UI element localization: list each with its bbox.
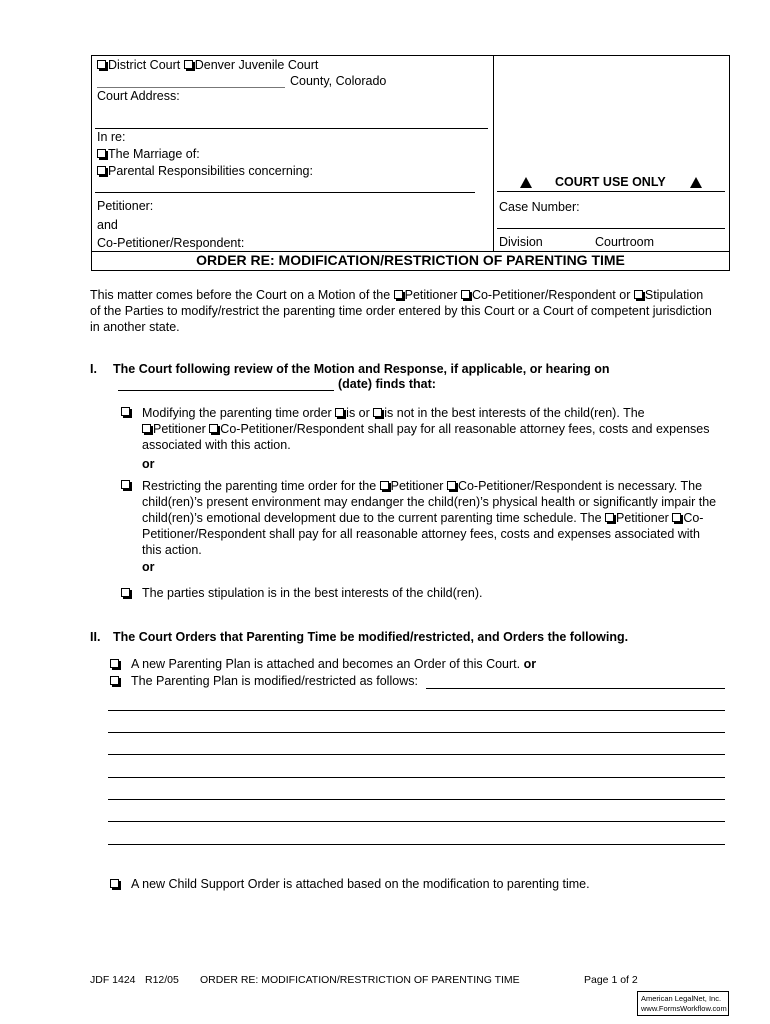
intro-stipulation-label: Stipulation bbox=[644, 288, 704, 302]
item-a-petitioner-checkbox[interactable] bbox=[142, 424, 151, 433]
case-number-line bbox=[497, 228, 725, 229]
item-b-line-4: Petitioner/Respondent shall pay for all reasonable attorney fees, costs and expenses associated with bbox=[142, 527, 700, 541]
page-title: ORDER RE: MODIFICATION/RESTRICTION OF PARENTING TIME bbox=[196, 252, 625, 268]
intro-petitioner-checkbox[interactable] bbox=[394, 290, 403, 299]
caption-divider bbox=[493, 55, 494, 252]
item-b-line3-petitioner-label: Petitioner bbox=[616, 511, 669, 525]
marriage-checkbox[interactable] bbox=[97, 149, 106, 158]
court-address-label: Court Address: bbox=[97, 89, 180, 103]
intro-co-petitioner-label: Co-Petitioner/Respondent or bbox=[471, 288, 631, 302]
item-b-line3-co-checkbox[interactable] bbox=[672, 513, 681, 522]
item-b-co-label: Co-Petitioner/Respondent is necessary. The bbox=[457, 479, 703, 493]
item-a-petitioner-label: Petitioner bbox=[153, 422, 206, 436]
up-arrow-icon-left bbox=[520, 175, 532, 189]
item-a-text bbox=[142, 405, 726, 453]
court-use-line bbox=[497, 191, 725, 192]
court-options bbox=[97, 58, 318, 72]
in-re-label: In re: bbox=[97, 130, 126, 144]
item-a-co-label: Co-Petitioner/Respondent shall pay for all reasonable attorney fees, costs and expenses bbox=[220, 422, 710, 436]
intro-line-2: of the Parties to modify/restrict the parenting time order entered by this Court or a Court of competent jurisdiction bbox=[90, 304, 712, 318]
intro-paragraph bbox=[90, 287, 730, 335]
item-a-is-not-label: is not in the best interests of the child(ren). The bbox=[384, 406, 645, 420]
new-parenting-plan-label: A new Parenting Plan is attached and becomes an Order of this Court. bbox=[131, 657, 521, 671]
co-petitioner-label: Co-Petitioner/Respondent: bbox=[97, 236, 245, 250]
parental-checkbox[interactable] bbox=[97, 166, 106, 175]
court-address-line bbox=[95, 128, 488, 129]
or-2: or bbox=[142, 560, 155, 574]
section-2-heading: The Court Orders that Parenting Time be modified/restricted, and Orders the following. bbox=[113, 630, 629, 644]
parties-line bbox=[95, 192, 475, 193]
plan-modified-line-6[interactable] bbox=[108, 821, 725, 822]
footer-title: ORDER RE: MODIFICATION/RESTRICTION OF PARENTING TIME bbox=[200, 974, 520, 986]
item-b-line3-petitioner-checkbox[interactable] bbox=[605, 513, 614, 522]
item-c-checkbox[interactable] bbox=[121, 588, 130, 597]
publisher-url[interactable]: www.FormsWorkflow.com bbox=[641, 1004, 727, 1013]
denver-juvenile-checkbox[interactable] bbox=[184, 60, 193, 69]
publisher-name: American LegalNet, Inc. bbox=[641, 994, 722, 1003]
plan-modified-line-7[interactable] bbox=[108, 844, 725, 845]
court-use-only-label: COURT USE ONLY bbox=[555, 175, 666, 189]
plan-modified-line-0[interactable] bbox=[426, 688, 725, 689]
plan-modified-line-3[interactable] bbox=[108, 754, 725, 755]
county-blank-line[interactable] bbox=[97, 87, 285, 88]
item-c-text: The parties stipulation is in the best interests of the child(ren). bbox=[142, 586, 483, 600]
petitioner-label: Petitioner: bbox=[97, 199, 154, 213]
item-b-petitioner-checkbox[interactable] bbox=[380, 481, 389, 490]
item-b-line-2: child(ren)’s present environment may endanger the child(ren)’s physical health or significantly impair the bbox=[142, 495, 717, 509]
plan-modified-line-4[interactable] bbox=[108, 777, 725, 778]
plan-modified-line-5[interactable] bbox=[108, 799, 725, 800]
parental-label: Parental Responsibilities concerning: bbox=[108, 164, 313, 178]
item-a-is-checkbox[interactable] bbox=[335, 408, 344, 417]
courtroom-label: Courtroom bbox=[595, 235, 655, 249]
footer-revision: R12/05 bbox=[145, 974, 179, 986]
county-label: County, Colorado bbox=[290, 74, 387, 88]
marriage-row bbox=[97, 147, 200, 161]
item-b-line3-co-label: Co- bbox=[683, 511, 704, 525]
item-a-co-checkbox[interactable] bbox=[209, 424, 218, 433]
or-1: or bbox=[142, 457, 155, 471]
marriage-label: The Marriage of: bbox=[108, 147, 200, 161]
new-parenting-plan-or: or bbox=[523, 657, 537, 671]
item-b-petitioner-label: Petitioner bbox=[390, 479, 444, 493]
child-support-checkbox[interactable] bbox=[110, 879, 119, 888]
intro-co-petitioner-checkbox[interactable] bbox=[461, 290, 470, 299]
section-1-heading: The Court following review of the Motion and Response, if applicable, or hearing on bbox=[113, 362, 610, 376]
denver-juvenile-label: Denver Juvenile Court bbox=[194, 58, 319, 72]
up-arrow-icon-right bbox=[690, 175, 702, 189]
item-b-co-checkbox[interactable] bbox=[447, 481, 456, 490]
new-parenting-plan-row bbox=[131, 657, 536, 671]
case-number-label: Case Number: bbox=[499, 200, 580, 214]
district-court-checkbox[interactable] bbox=[97, 60, 106, 69]
plan-modified-line-1[interactable] bbox=[108, 710, 725, 711]
parental-row bbox=[97, 164, 313, 178]
item-a-is-label: is or bbox=[346, 406, 370, 420]
plan-modified-label: The Parenting Plan is modified/restricted as follows: bbox=[131, 674, 418, 688]
item-a-line-1: Modifying the parenting time order bbox=[142, 406, 332, 420]
section-2-number: II. bbox=[90, 630, 101, 644]
hearing-date-line[interactable] bbox=[118, 390, 334, 391]
item-b-line-1: Restricting the parenting time order for the bbox=[142, 479, 377, 493]
publisher-box bbox=[637, 991, 729, 1016]
division-label: Division bbox=[499, 235, 543, 249]
intro-petitioner-label: Petitioner bbox=[404, 288, 458, 302]
section-1-number: I. bbox=[90, 362, 97, 376]
section-1-date-suffix: (date) finds that: bbox=[338, 377, 436, 391]
item-b-line-5: this action. bbox=[142, 543, 202, 557]
item-a-is-not-checkbox[interactable] bbox=[373, 408, 382, 417]
item-b-text bbox=[142, 478, 726, 558]
item-a-line-3: associated with this action. bbox=[142, 438, 291, 452]
intro-text-1: This matter comes before the Court on a Motion of the bbox=[90, 288, 391, 302]
plan-modified-checkbox[interactable] bbox=[110, 676, 119, 685]
footer-form-id: JDF 1424 bbox=[90, 974, 136, 986]
child-support-label: A new Child Support Order is attached based on the modification to parenting time. bbox=[131, 877, 590, 891]
intro-line-3: in another state. bbox=[90, 320, 180, 334]
intro-stipulation-checkbox[interactable] bbox=[634, 290, 643, 299]
new-parenting-plan-checkbox[interactable] bbox=[110, 659, 119, 668]
and-label: and bbox=[97, 218, 118, 232]
plan-modified-line-2[interactable] bbox=[108, 732, 725, 733]
item-b-line-3: child(ren)’s emotional development due to the current parenting time schedule. The bbox=[142, 511, 602, 525]
footer-page: Page 1 of 2 bbox=[584, 974, 638, 986]
district-court-label: District Court bbox=[108, 58, 181, 72]
item-b-checkbox[interactable] bbox=[121, 480, 130, 489]
item-a-checkbox[interactable] bbox=[121, 407, 130, 416]
